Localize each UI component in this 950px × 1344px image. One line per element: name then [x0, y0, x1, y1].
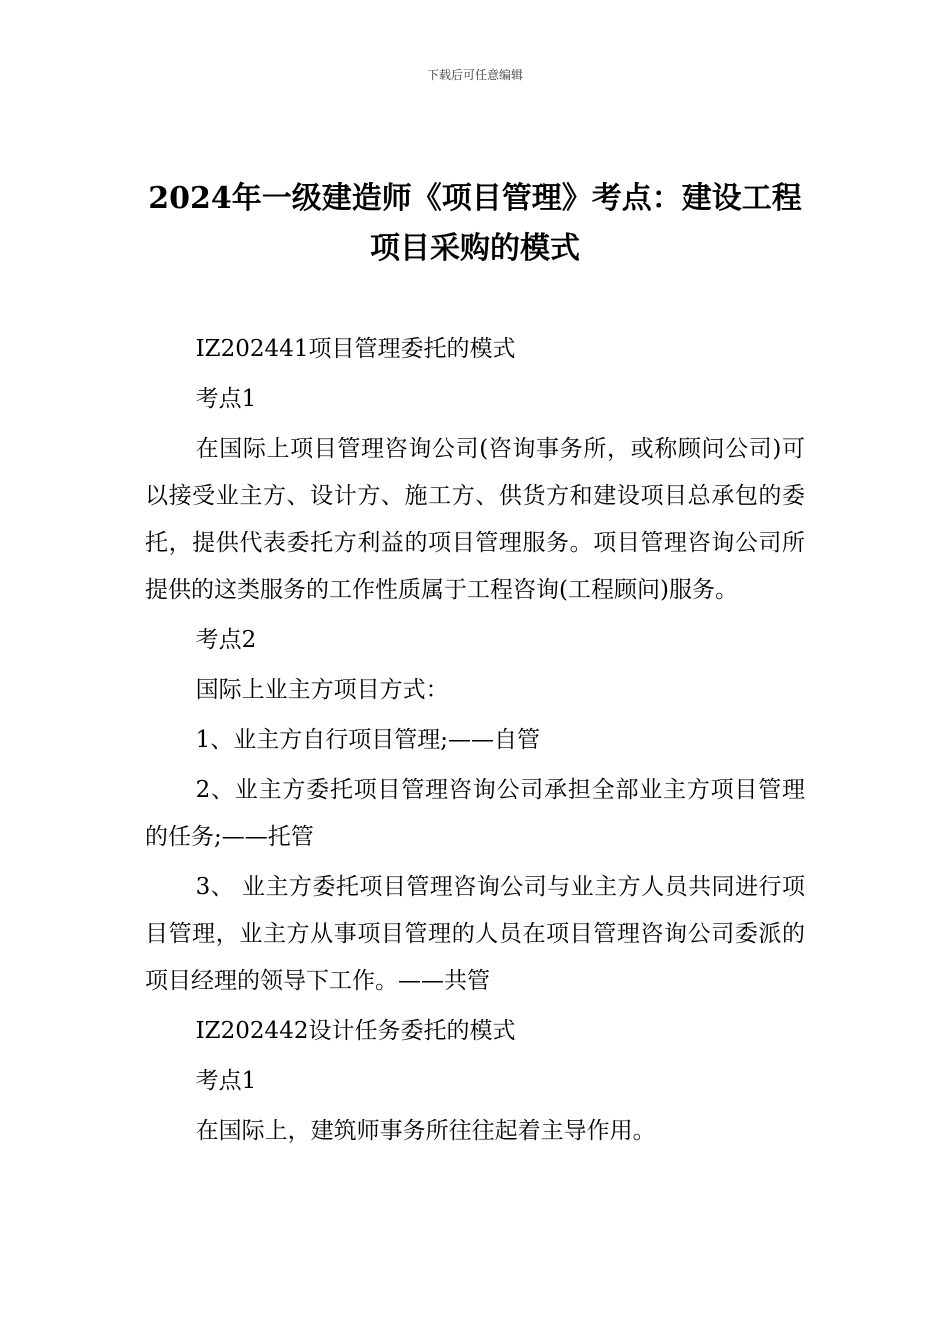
paragraph: 在国际上项目管理咨询公司(咨询事务所，或称顾问公司)可以接受业主方、设计方、施工方、供货方和建设项目总承包的委托，提供代表委托方利益的项目管理服务。项目管理咨询公司所提供的这类服务的工作性质属于工程咨询(工程顾问)服务。	[145, 436, 805, 603]
point-label: 考点2	[195, 627, 257, 653]
list-item: 2、业主方委托项目管理咨询公司承担全部业主方项目管理的任务;——托管	[145, 777, 805, 850]
point-label: 考点1	[195, 1068, 257, 1094]
section-heading: IZ202441项目管理委托的模式	[195, 336, 516, 362]
point-label: 考点1	[195, 386, 257, 412]
list-item: 3、 业主方委托项目管理咨询公司与业主方人员共同进行项目管理，业主方从事项目管理的人员在项目管理咨询公司委派的项目经理的领导下工作。——共管	[145, 874, 805, 994]
paragraph: 在国际上，建筑师事务所往往起着主导作用。	[195, 1118, 656, 1144]
paragraph: 国际上业主方项目方式：	[195, 677, 449, 703]
section-heading: IZ202442设计任务委托的模式	[195, 1018, 516, 1044]
list-item: 1、业主方自行项目管理;——自管	[195, 727, 540, 753]
document-title: 2024年一级建造师《项目管理》考点：建设工程项目采购的模式	[148, 181, 802, 266]
header-note: 下载后可任意编辑	[426, 68, 523, 82]
document-body	[145, 326, 805, 1155]
